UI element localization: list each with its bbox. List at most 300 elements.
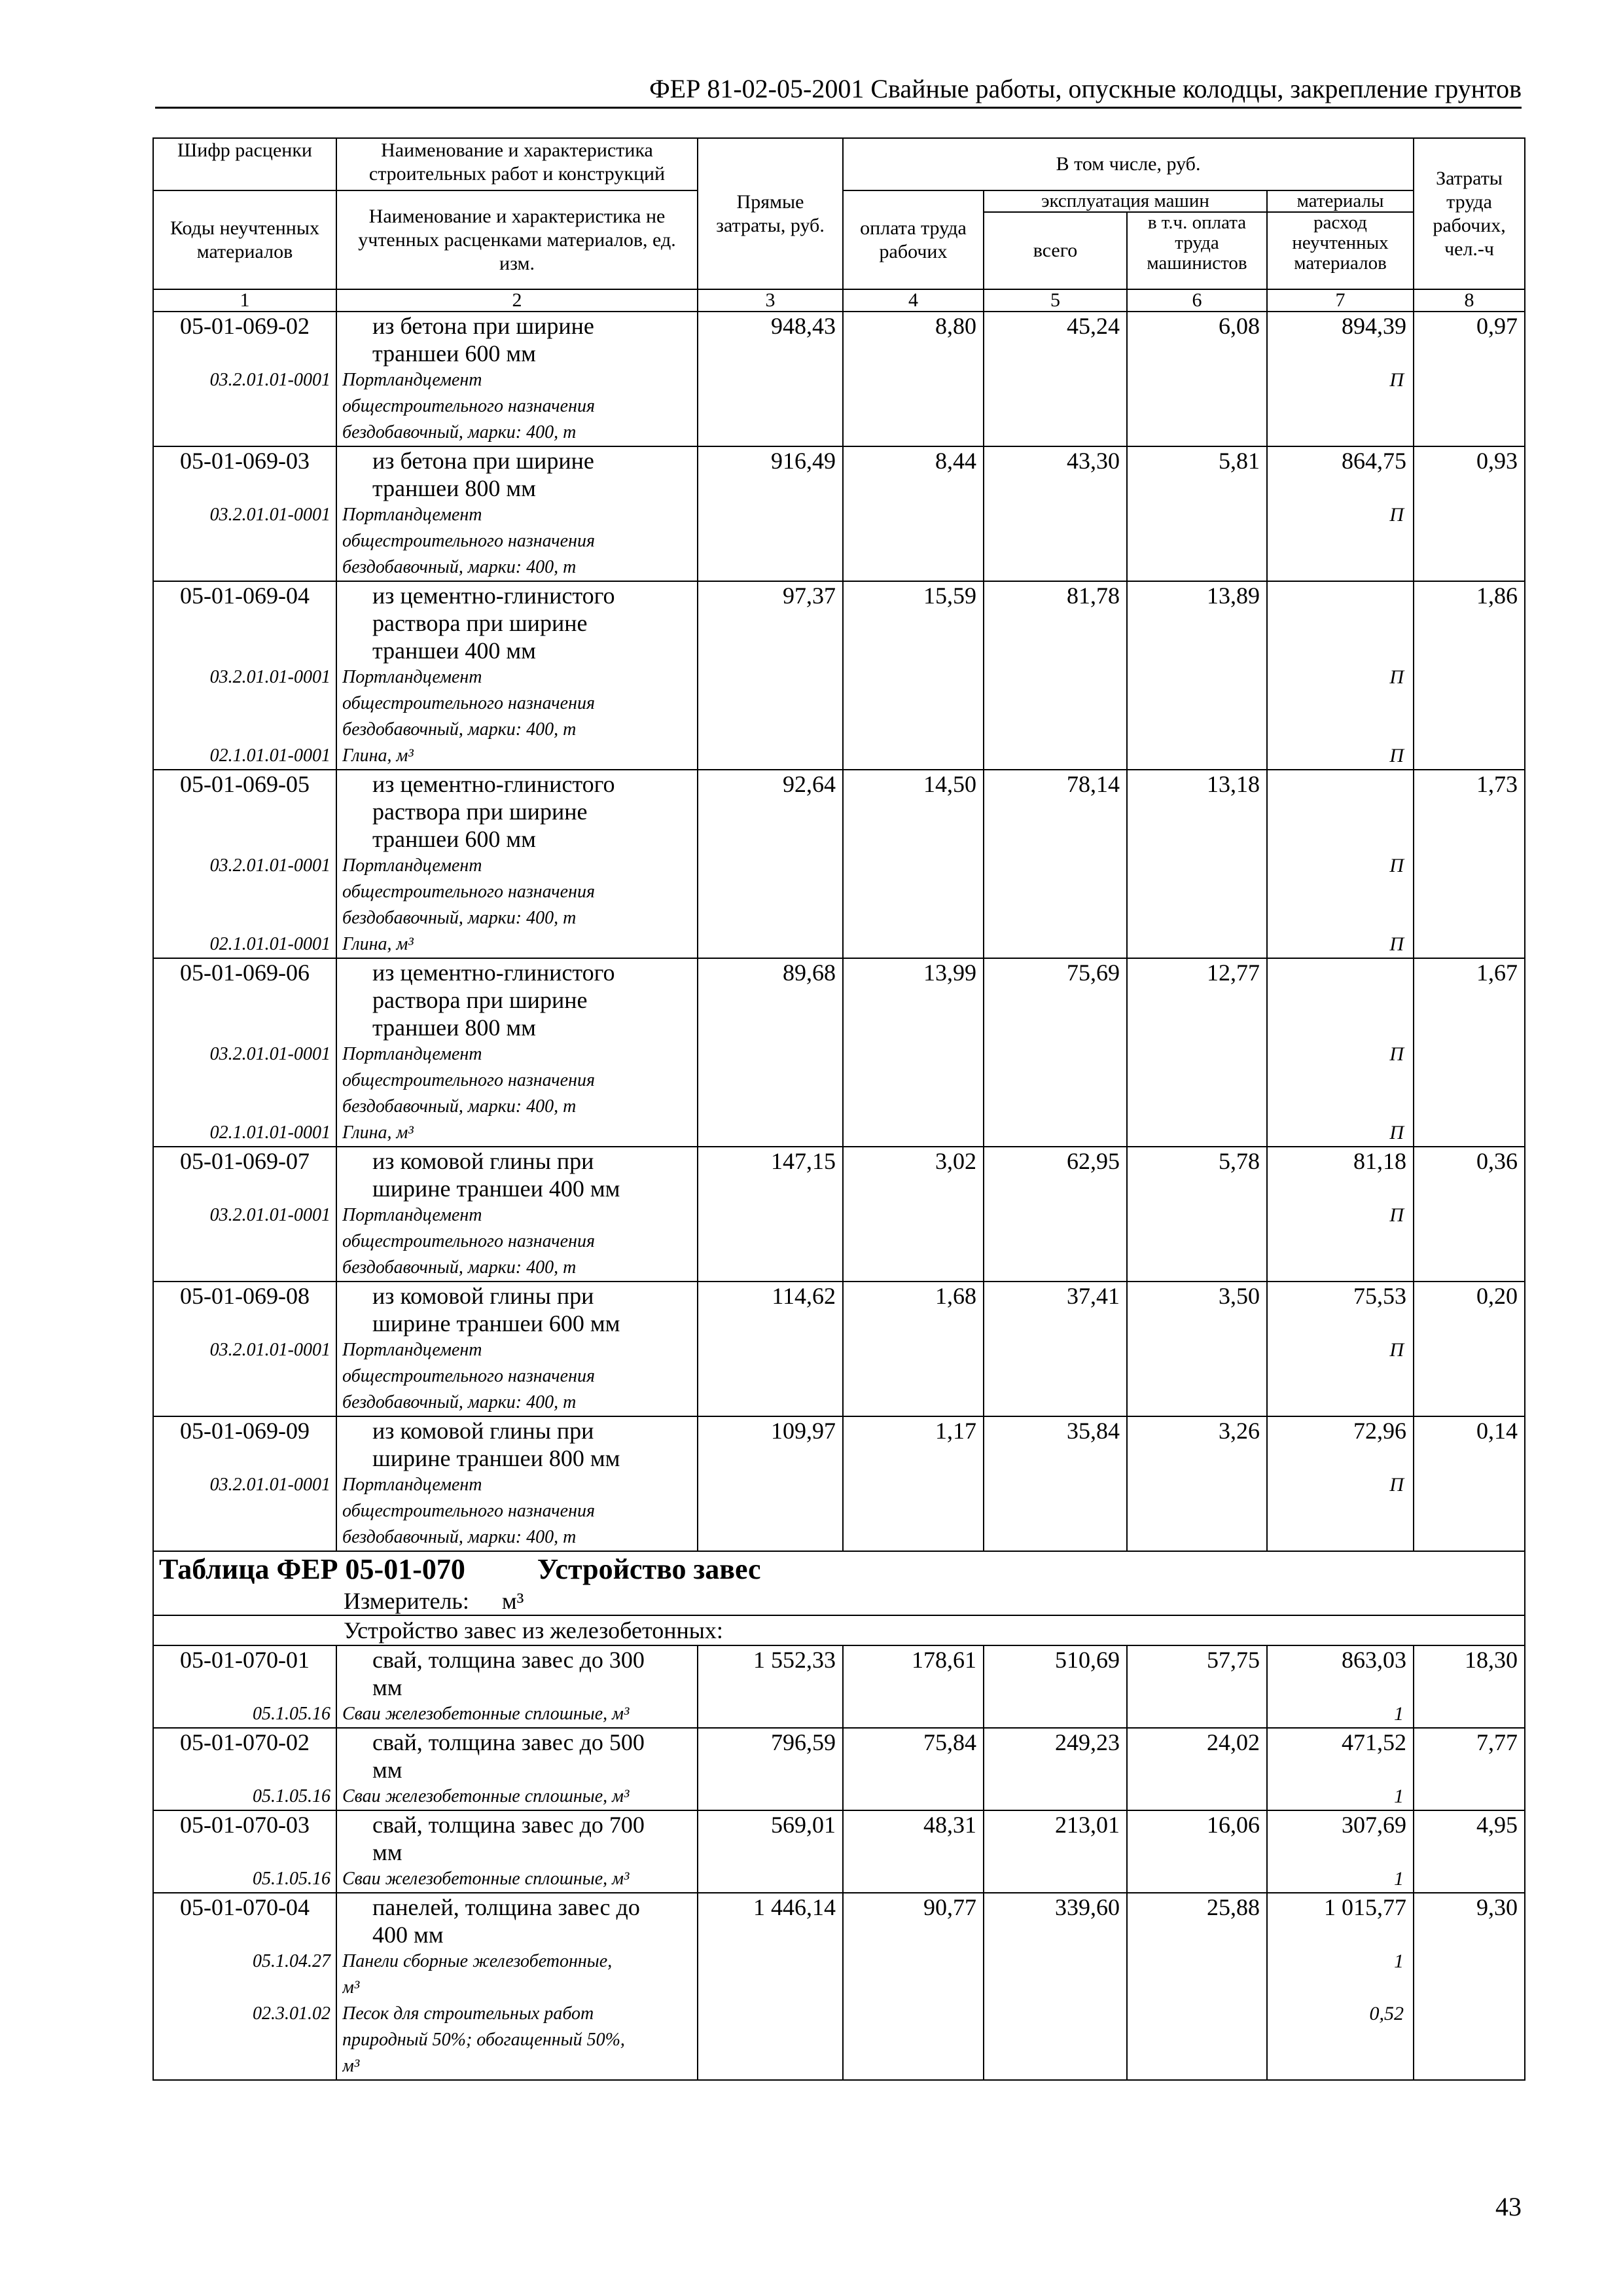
material-name-line: общестроительного назначения — [342, 396, 595, 416]
labor-hours-cell — [1414, 1810, 1525, 1893]
material-name-line: м³ — [342, 1977, 360, 1998]
direct-costs-value-text: 948,43 — [771, 313, 836, 339]
material-code: 03.2.01.01-0001 — [209, 1205, 330, 1225]
work-name-line: из бетона при ширине — [372, 313, 594, 339]
labor-pay-value-text: 8,44 — [935, 448, 976, 474]
hdr-machines-total: всего — [984, 212, 1127, 289]
spacer — [1274, 1067, 1406, 1094]
spacer — [1274, 986, 1406, 1014]
materials-cell — [1267, 446, 1414, 581]
machines-total-value-text: 35,84 — [1067, 1418, 1120, 1444]
rate-code-cell — [153, 770, 336, 958]
machines-total-value — [984, 958, 1127, 1147]
material-qty: 1 — [1394, 1703, 1404, 1725]
spacer — [156, 1524, 333, 1551]
machines-labor-value — [1127, 581, 1267, 770]
machines-total-value-text: 75,69 — [1067, 960, 1120, 986]
spacer — [1274, 340, 1406, 367]
spacer — [1274, 2053, 1406, 2079]
rate-code: 05-01-070-04 — [180, 1894, 310, 1920]
spacer — [156, 1921, 333, 1948]
labor-hours-value: 7,77 — [1476, 1729, 1518, 1755]
table-row — [153, 1810, 1525, 1893]
materials-value — [1274, 959, 1406, 986]
materials-cell — [1267, 1147, 1414, 1282]
machines-total-value-text: 81,78 — [1067, 583, 1120, 609]
machines-total-value-text: 78,14 — [1067, 771, 1120, 797]
rate-code: 05-01-069-09 — [180, 1418, 310, 1444]
labor-hours-value: 1,67 — [1476, 960, 1518, 986]
material-name-line: бездобавочный, марки: 400, т — [342, 908, 577, 928]
material-name-line: общестроительного назначения — [342, 1231, 595, 1251]
spacer — [1274, 905, 1406, 931]
spacer — [1274, 879, 1406, 905]
spacer — [156, 1014, 333, 1041]
work-name-cell — [336, 1147, 698, 1282]
labor-pay-value — [843, 770, 984, 958]
col-number: 2 — [336, 289, 698, 312]
work-name-line: траншеи 800 мм — [372, 475, 536, 501]
materials-value: 864,75 — [1342, 448, 1407, 474]
labor-pay-value — [843, 1416, 984, 1551]
direct-costs-value-text: 89,68 — [783, 960, 836, 986]
rate-code-cell — [153, 1728, 336, 1810]
material-name-line: бездобавочный, марки: 400, т — [342, 719, 577, 740]
rate-code-cell — [153, 312, 336, 446]
machines-labor-value-text: 3,26 — [1219, 1418, 1260, 1444]
labor-hours-value: 1,86 — [1476, 583, 1518, 609]
spacer — [1274, 528, 1406, 554]
work-name-line: свай, толщина завес до 700 — [372, 1812, 645, 1838]
spacer — [156, 1094, 333, 1120]
labor-hours-value: 0,97 — [1476, 313, 1518, 339]
labor-hours-cell — [1414, 1282, 1525, 1416]
spacer — [1274, 1390, 1406, 1416]
materials-value: 1 015,77 — [1324, 1894, 1407, 1920]
spacer — [156, 1674, 333, 1701]
spacer — [156, 528, 333, 554]
spacer — [1274, 475, 1406, 502]
materials-cell — [1267, 581, 1414, 770]
labor-hours-value: 18,30 — [1465, 1647, 1518, 1673]
col-number: 6 — [1127, 289, 1267, 312]
rate-code-cell — [153, 446, 336, 581]
material-name-line: Портландцемент — [342, 855, 482, 876]
work-name-cell — [336, 1810, 698, 1893]
spacer — [1274, 1498, 1406, 1524]
machines-total-value — [984, 446, 1127, 581]
machines-labor-value-text: 57,75 — [1207, 1647, 1260, 1673]
work-name-line: из цементно-глинистого — [372, 771, 615, 797]
work-name-line: раствора при ширине — [372, 987, 588, 1013]
material-name-line: общестроительного назначения — [342, 882, 595, 902]
work-name-line: 400 мм — [372, 1922, 444, 1948]
material-code: 02.1.01.01-0001 — [209, 745, 330, 766]
rate-code-cell — [153, 1645, 336, 1728]
rate-code-cell — [153, 581, 336, 770]
spacer — [156, 1363, 333, 1390]
direct-costs-value-text: 1 552,33 — [753, 1647, 836, 1673]
labor-hours-cell — [1414, 446, 1525, 581]
labor-pay-value-text: 14,50 — [923, 771, 976, 797]
hdr-labor-pay: оплата труда рабочих — [843, 190, 984, 289]
material-name-line: бездобавочный, марки: 400, т — [342, 1392, 577, 1412]
work-name-cell — [336, 1416, 698, 1551]
labor-pay-value-text: 8,80 — [935, 313, 976, 339]
material-name-line: бездобавочный, марки: 400, т — [342, 557, 577, 577]
work-name-line: из комовой глины при — [372, 1418, 594, 1444]
machines-labor-value — [1127, 446, 1267, 581]
rate-code-cell — [153, 1810, 336, 1893]
rate-code-cell — [153, 1282, 336, 1416]
spacer — [1274, 420, 1406, 446]
labor-pay-value — [843, 1147, 984, 1282]
work-name-line: свай, толщина завес до 300 — [372, 1647, 645, 1673]
work-name-cell — [336, 312, 698, 446]
work-name-line: раствора при ширине — [372, 798, 588, 825]
material-code: 03.2.01.01-0001 — [209, 1044, 330, 1064]
material-qty: 1 — [1394, 1950, 1404, 1972]
material-name-line: общестроительного назначения — [342, 1070, 595, 1090]
work-name-line: из комовой глины при — [372, 1283, 594, 1309]
hdr-direct-costs: Прямые затраты, руб. — [698, 138, 843, 289]
machines-labor-value-text: 5,78 — [1219, 1148, 1260, 1174]
spacer — [156, 2053, 333, 2079]
direct-costs-value-text: 147,15 — [771, 1148, 836, 1174]
machines-labor-value-text: 25,88 — [1207, 1894, 1260, 1920]
labor-pay-value-text: 13,99 — [923, 960, 976, 986]
labor-pay-value — [843, 1810, 984, 1893]
work-name-line: панелей, толщина завес до — [372, 1894, 640, 1920]
direct-costs-value-text: 114,62 — [772, 1283, 836, 1309]
materials-value: 307,69 — [1342, 1812, 1407, 1838]
work-name-line: мм — [372, 1839, 402, 1865]
spacer — [156, 393, 333, 420]
work-name-cell — [336, 770, 698, 958]
col-number: 1 — [153, 289, 336, 312]
machines-labor-value — [1127, 1282, 1267, 1416]
material-name-line: Сваи железобетонные сплошные, м³ — [342, 1869, 630, 1889]
spacer — [1274, 609, 1406, 637]
machines-total-value-text: 37,41 — [1067, 1283, 1120, 1309]
machines-total-value-text: 45,24 — [1067, 313, 1120, 339]
direct-costs-value — [698, 958, 843, 1147]
material-qty: П — [1389, 369, 1404, 391]
spacer — [1274, 1255, 1406, 1281]
material-name-line: бездобавочный, марки: 400, т — [342, 1096, 577, 1117]
work-name-line: мм — [372, 1757, 402, 1783]
hdr-labor-costs: Затраты труда рабочих, чел.-ч — [1414, 138, 1525, 289]
direct-costs-value — [698, 312, 843, 446]
spacer — [156, 637, 333, 664]
material-name-line: общестроительного назначения — [342, 531, 595, 551]
labor-pay-value-text: 1,68 — [935, 1283, 976, 1309]
machines-labor-value — [1127, 312, 1267, 446]
rate-code-cell — [153, 958, 336, 1147]
materials-value — [1274, 582, 1406, 609]
spacer — [1274, 554, 1406, 581]
col-number: 4 — [843, 289, 984, 312]
machines-total-value — [984, 1728, 1127, 1810]
spacer — [156, 1229, 333, 1255]
rate-code: 05-01-070-02 — [180, 1729, 310, 1755]
section-title — [159, 1552, 1524, 1587]
labor-hours-value: 0,14 — [1476, 1418, 1518, 1444]
section-subheading: Устройство завес из железобетонных: — [344, 1617, 723, 1643]
spacer — [156, 1498, 333, 1524]
spacer — [1274, 825, 1406, 853]
machines-labor-value — [1127, 1728, 1267, 1810]
machines-total-value — [984, 1645, 1127, 1728]
page-header-title: ФЕР 81-02-05-2001 Свайные работы, опускные колодцы, закрепление грунтов — [649, 74, 1522, 103]
rate-code: 05-01-069-03 — [180, 448, 310, 474]
labor-pay-value-text: 48,31 — [923, 1812, 976, 1838]
materials-cell — [1267, 1282, 1414, 1416]
rate-code: 05-01-069-06 — [180, 960, 310, 986]
direct-costs-value — [698, 1810, 843, 1893]
material-name-line: Портландцемент — [342, 1340, 482, 1360]
spacer — [1274, 1014, 1406, 1041]
hdr-rate-code: Шифр расценки — [153, 138, 336, 190]
labor-hours-value: 1,73 — [1476, 771, 1518, 797]
direct-costs-value-text: 1 446,14 — [753, 1894, 836, 1920]
materials-value: 863,03 — [1342, 1647, 1407, 1673]
labor-pay-value — [843, 1893, 984, 2080]
col-number: 3 — [698, 289, 843, 312]
machines-total-value — [984, 1893, 1127, 2080]
spacer — [1274, 393, 1406, 420]
hdr-including: В том числе, руб. — [843, 138, 1414, 190]
material-name-line: Песок для строительных работ — [342, 2003, 594, 2024]
materials-cell — [1267, 958, 1414, 1147]
hdr-materials: материалы — [1267, 190, 1414, 212]
material-name-line: Портландцемент — [342, 1475, 482, 1495]
spacer — [1274, 1444, 1406, 1472]
material-code: 05.1.05.16 — [253, 1704, 330, 1724]
material-qty: П — [1389, 1043, 1404, 1065]
table-row — [153, 770, 1525, 958]
machines-labor-value-text: 13,18 — [1207, 771, 1260, 797]
direct-costs-value-text: 109,97 — [771, 1418, 836, 1444]
material-code: 03.2.01.01-0001 — [209, 1340, 330, 1360]
material-code: 02.3.01.02 — [253, 2003, 330, 2024]
material-name-line: общестроительного назначения — [342, 693, 595, 713]
section-title-code: Таблица ФЕР 05-01-070 — [159, 1553, 465, 1585]
rate-code: 05-01-069-07 — [180, 1148, 310, 1174]
machines-labor-value — [1127, 1810, 1267, 1893]
section-measure — [159, 1587, 1524, 1615]
spacer — [156, 1390, 333, 1416]
spacer — [1274, 798, 1406, 825]
labor-hours-cell — [1414, 770, 1525, 958]
material-name-line: Глина, м³ — [342, 745, 414, 766]
material-qty: П — [1389, 1339, 1404, 1361]
spacer — [156, 798, 333, 825]
rate-code-cell — [153, 1416, 336, 1551]
spacer — [156, 609, 333, 637]
material-qty: 1 — [1394, 1868, 1404, 1890]
material-code: 05.1.05.16 — [253, 1786, 330, 1806]
spacer — [1274, 1229, 1406, 1255]
direct-costs-value-text: 92,64 — [783, 771, 836, 797]
material-code: 03.2.01.01-0001 — [209, 667, 330, 687]
direct-costs-value — [698, 1645, 843, 1728]
spacer — [1274, 1674, 1406, 1701]
spacer — [156, 717, 333, 743]
materials-value: 471,52 — [1342, 1729, 1407, 1755]
machines-total-value — [984, 1416, 1127, 1551]
labor-hours-cell — [1414, 1645, 1525, 1728]
spacer — [1274, 1310, 1406, 1337]
material-name-line: бездобавочный, марки: 400, т — [342, 1257, 577, 1278]
labor-hours-value: 4,95 — [1476, 1812, 1518, 1838]
work-name-line: траншеи 600 мм — [372, 826, 536, 852]
material-qty: П — [1389, 504, 1404, 526]
labor-hours-cell — [1414, 1728, 1525, 1810]
materials-cell — [1267, 1416, 1414, 1551]
machines-labor-value — [1127, 1147, 1267, 1282]
material-qty: П — [1389, 1474, 1404, 1496]
material-code: 02.1.01.01-0001 — [209, 934, 330, 954]
spacer — [156, 2027, 333, 2053]
work-name-line: раствора при ширине — [372, 610, 588, 636]
page-number: 43 — [1495, 2192, 1522, 2221]
spacer — [1274, 637, 1406, 664]
machines-total-value-text: 213,01 — [1055, 1812, 1120, 1838]
work-name-line: траншеи 800 мм — [372, 1014, 536, 1041]
work-name-line: мм — [372, 1674, 402, 1700]
work-name-line: ширине траншеи 600 мм — [372, 1310, 620, 1336]
rates-table — [152, 137, 1525, 2081]
direct-costs-value-text: 569,01 — [771, 1812, 836, 1838]
machines-labor-value-text: 13,89 — [1207, 583, 1260, 609]
materials-cell — [1267, 770, 1414, 958]
machines-total-value — [984, 1810, 1127, 1893]
labor-pay-value — [843, 1282, 984, 1416]
labor-hours-value: 0,93 — [1476, 448, 1518, 474]
measure-unit: м³ — [501, 1588, 524, 1614]
materials-cell — [1267, 1645, 1414, 1728]
materials-value: 81,18 — [1353, 1148, 1407, 1174]
spacer — [156, 825, 333, 853]
spacer — [1274, 717, 1406, 743]
machines-labor-value — [1127, 1893, 1267, 2080]
material-qty: П — [1389, 745, 1404, 766]
direct-costs-value — [698, 1416, 843, 1551]
hdr-material-names: Наименование и характеристика не учтенных расценками материалов, ед. изм. — [336, 190, 698, 289]
materials-value: 72,96 — [1353, 1418, 1407, 1444]
spacer — [156, 1444, 333, 1472]
spacer — [1274, 1921, 1406, 1948]
work-name-line: из цементно-глинистого — [372, 583, 615, 609]
table-row — [153, 1147, 1525, 1282]
measure-label: Измеритель: — [344, 1588, 469, 1614]
machines-total-value — [984, 581, 1127, 770]
hdr-machines-labor: в т.ч. оплата труда машинистов — [1127, 212, 1267, 289]
section-subheading-cell — [153, 1615, 1525, 1645]
material-name-line: Портландцемент — [342, 370, 482, 390]
section-header — [153, 1551, 1525, 1615]
spacer — [156, 1839, 333, 1866]
machines-total-value-text: 510,69 — [1055, 1647, 1120, 1673]
spacer — [1274, 2027, 1406, 2053]
machines-labor-value — [1127, 1645, 1267, 1728]
table-row — [153, 1645, 1525, 1728]
labor-hours-value: 9,30 — [1476, 1894, 1518, 1920]
spacer — [1274, 1756, 1406, 1784]
direct-costs-value-text: 796,59 — [771, 1729, 836, 1755]
table-row — [153, 312, 1525, 446]
direct-costs-value-text: 916,49 — [771, 448, 836, 474]
materials-cell — [1267, 1728, 1414, 1810]
spacer — [1274, 1363, 1406, 1390]
hdr-machines: эксплуатация машин — [984, 190, 1267, 212]
labor-hours-cell — [1414, 1893, 1525, 2080]
machines-total-value-text: 43,30 — [1067, 448, 1120, 474]
hdr-material-codes: Коды неучтенных материалов — [153, 190, 336, 289]
direct-costs-value-text: 97,37 — [783, 583, 836, 609]
rate-code: 05-01-069-02 — [180, 313, 310, 339]
work-name-line: из комовой глины при — [372, 1148, 594, 1174]
spacer — [156, 420, 333, 446]
labor-pay-value — [843, 958, 984, 1147]
labor-pay-value-text: 1,17 — [935, 1418, 976, 1444]
labor-pay-value — [843, 581, 984, 770]
labor-pay-value-text: 178,61 — [912, 1647, 976, 1673]
work-name-line: из бетона при ширине — [372, 448, 594, 474]
work-name-cell — [336, 446, 698, 581]
table-row — [153, 446, 1525, 581]
rate-code: 05-01-070-01 — [180, 1647, 310, 1673]
material-code: 05.1.05.16 — [253, 1869, 330, 1889]
work-name-cell — [336, 1893, 698, 2080]
labor-hours-value: 0,36 — [1476, 1148, 1518, 1174]
rate-code-cell — [153, 1147, 336, 1282]
material-name-line: Портландцемент — [342, 1044, 482, 1064]
hdr-materials-unaccounted: расход неучтенных материалов — [1267, 212, 1414, 289]
spacer — [1274, 1839, 1406, 1866]
material-code: 02.1.01.01-0001 — [209, 1122, 330, 1143]
work-name-line: траншеи 400 мм — [372, 637, 536, 664]
machines-labor-value-text: 12,77 — [1207, 960, 1260, 986]
direct-costs-value — [698, 770, 843, 958]
spacer — [156, 554, 333, 581]
work-name-cell — [336, 1645, 698, 1728]
rate-code: 05-01-069-04 — [180, 583, 310, 609]
hdr-work-name: Наименование и характеристика строительных работ и конструкций — [336, 138, 698, 190]
spacer — [156, 1255, 333, 1281]
work-name-line: траншеи 600 мм — [372, 340, 536, 367]
material-name-line: Глина, м³ — [342, 934, 414, 954]
header-rule — [155, 107, 1522, 109]
spacer — [1274, 1175, 1406, 1202]
work-name-line: свай, толщина завес до 500 — [372, 1729, 645, 1755]
machines-labor-value — [1127, 958, 1267, 1147]
machines-total-value — [984, 770, 1127, 958]
work-name-line: из цементно-глинистого — [372, 960, 615, 986]
materials-value: 894,39 — [1342, 313, 1407, 339]
material-name-line: общестроительного назначения — [342, 1501, 595, 1521]
col-number: 8 — [1414, 289, 1525, 312]
material-name-line: Сваи железобетонные сплошные, м³ — [342, 1704, 630, 1724]
materials-value — [1274, 770, 1406, 798]
material-name-line: природный 50%; обогащенный 50%, — [342, 2030, 625, 2050]
material-code: 03.2.01.01-0001 — [209, 370, 330, 390]
machines-labor-value-text: 6,08 — [1219, 313, 1260, 339]
machines-labor-value-text: 3,50 — [1219, 1283, 1260, 1309]
rate-code: 05-01-069-05 — [180, 771, 310, 797]
machines-labor-value-text: 16,06 — [1207, 1812, 1260, 1838]
